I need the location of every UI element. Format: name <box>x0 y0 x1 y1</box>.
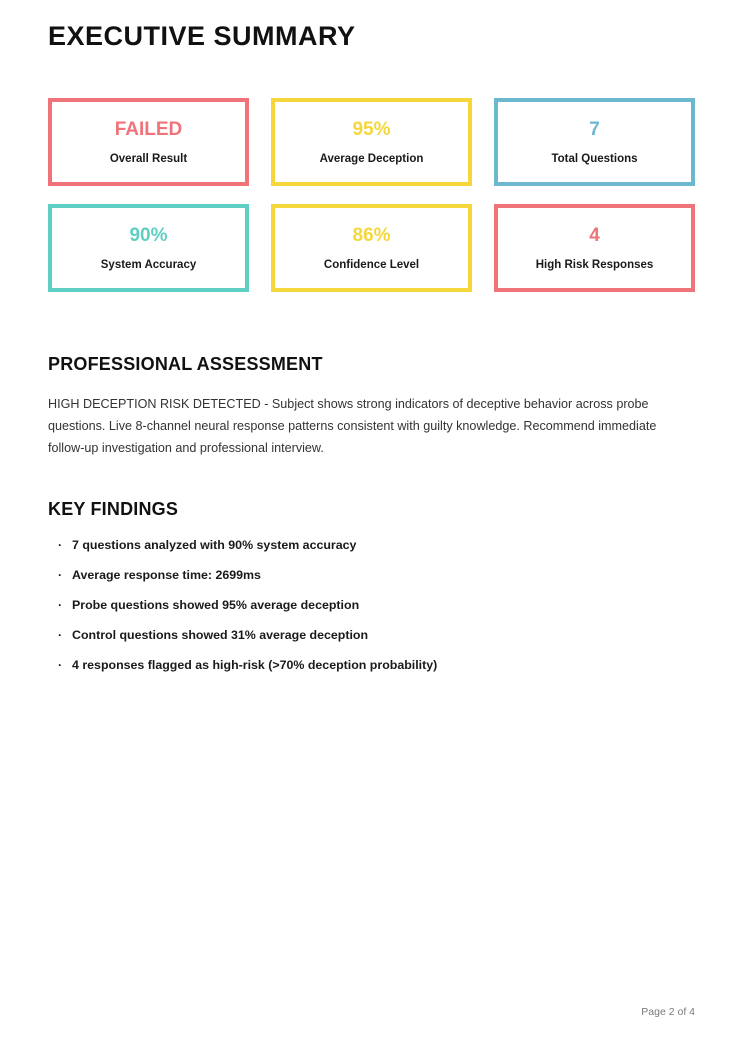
bullet-glyph: · <box>58 598 63 613</box>
metric-card-high-risk-responses <box>494 204 695 292</box>
metric-card-average-deception <box>271 98 472 186</box>
metric-value: FAILED <box>114 118 183 140</box>
page-title: EXECUTIVE SUMMARY <box>48 21 356 51</box>
metric-value: 4 <box>589 224 600 246</box>
metrics-grid <box>48 98 695 292</box>
metric-label: Average Deception <box>319 152 424 165</box>
metric-value: 7 <box>589 118 600 140</box>
metric-label: Confidence Level <box>323 258 420 271</box>
metric-label: High Risk Responses <box>535 258 654 271</box>
list-item <box>48 598 695 612</box>
list-item-text: 7 questions analyzed with 90% system accuracy <box>72 538 357 553</box>
assessment-body: HIGH DECEPTION RISK DETECTED - Subject shows strong indicators of deceptive behavior across probe questions. Live 8-channel neural response patterns consistent with guilty knowledge. Recommend immediate follow-up investigation and professional interview. <box>48 397 657 456</box>
metric-card-overall-result <box>48 98 249 186</box>
findings-heading: KEY FINDINGS <box>48 499 179 520</box>
list-item <box>48 568 695 582</box>
metric-card-system-accuracy <box>48 204 249 292</box>
bullet-glyph: · <box>58 628 63 643</box>
metric-value: 90% <box>129 224 168 246</box>
page-footer: Page 2 of 4 <box>641 1006 695 1018</box>
assessment-heading: PROFESSIONAL ASSESSMENT <box>48 354 323 375</box>
list-item-text: Average response time: 2699ms <box>72 568 261 583</box>
metric-card-total-questions <box>494 98 695 186</box>
bullet-glyph: · <box>58 538 63 553</box>
metric-label: System Accuracy <box>100 258 197 271</box>
list-item <box>48 658 695 672</box>
list-item-text: Probe questions showed 95% average deception <box>72 598 360 613</box>
professional-assessment-section <box>48 354 695 459</box>
list-item <box>48 628 695 642</box>
metric-card-confidence-level <box>271 204 472 292</box>
list-item-text: 4 responses flagged as high-risk (>70% deception probability) <box>72 658 438 673</box>
findings-list <box>48 538 695 672</box>
metric-label: Total Questions <box>551 152 638 165</box>
key-findings-section <box>48 499 695 672</box>
metric-label: Overall Result <box>109 152 188 165</box>
list-item <box>48 538 695 552</box>
list-item-text: Control questions showed 31% average deception <box>72 628 369 643</box>
metric-value: 86% <box>352 224 391 246</box>
metric-value: 95% <box>352 118 391 140</box>
bullet-glyph: · <box>58 568 63 583</box>
bullet-glyph: · <box>58 658 63 673</box>
